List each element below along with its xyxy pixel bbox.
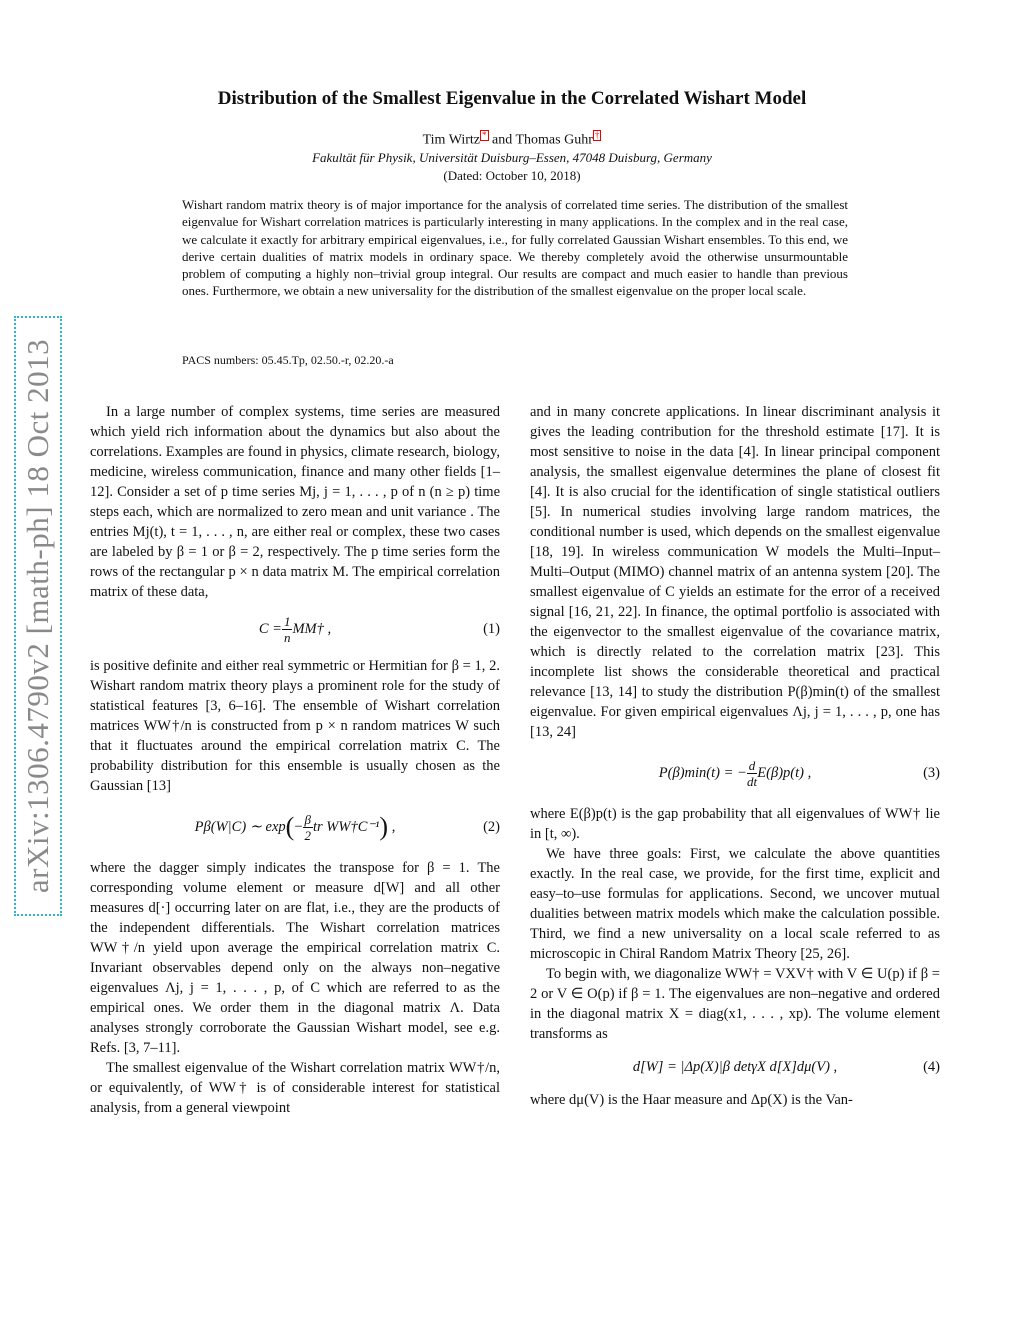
right-paragraph-2: where E(β)p(t) is the gap probability that all eigenvalues of WW† lie in [t, ∞).	[530, 806, 940, 842]
left-column	[90, 402, 500, 1118]
eq3-rhs: E(β)p(t) ,	[757, 765, 812, 781]
eq3-lhs: P(β)min(t) = −	[658, 765, 747, 781]
authors	[0, 130, 1024, 149]
left-paragraph-2: is positive definite and either real symmetric or Hermitian for β = 1, 2. Wishart random matrix theory plays a prominent role for the study of statistical features [3, 6–16]. The ensemble of Wishart correlation matrices WW†/n is constructed from p × n random matrices W such that it fluctuates around the empirical correlation matrix C. The probability distribution for this ensemble is usually chosen as the Gaussian [13]	[90, 658, 500, 794]
left-paragraph-1: In a large number of complex systems, time series are measured which yield rich information about the dynamics but also about the correlations. Examples are found in physics, climate research, biology, medicine, wireless communication, finance and many other fields [1–12]. Consider a set of p time series Mj, j = 1, . . . , p of n (n ≥ p) time steps each, which are normalized to zero mean and unit variance . The entries Mj(t), t = 1, . . . , n, are either real or complex, these two cases are labeled by β = 1 or β = 2, respectively. The p time series form the rows of the rectangular p × n data matrix M. The empirical correlation matrix of these data,	[90, 404, 500, 600]
date-line: (Dated: October 10, 2018)	[443, 168, 581, 183]
eq2-lhs: Pβ(W|C) ∼ exp	[194, 819, 286, 835]
affiliation: Fakultät für Physik, Universität Duisburg–Essen, 47048 Duisburg, Germany	[312, 150, 712, 165]
equation-1	[90, 606, 500, 652]
right-paragraph-1: and in many concrete applications. In linear discriminant analysis it gives the leading contribution for the threshold estimate [17]. It is most sensitive to noise in the data [4]. In linear principal component analysis, the smallest eigenvalue determines the plane of closest fit [4]. It is also crucial for the identification of single statistical outliers [5]. In numerical studies involving large random matrices, the conditional number is used, which depends on the smallest eigenvalue [18, 19]. In wireless communication W models the Multi–Input–Multi–Output (MIMO) channel matrix of an antenna system [20]. The smallest eigenvalue of C yields an estimate for the error of a received signal [16, 21, 22]. In finance, the optimal portfolio is associated with the eigenvector to the smallest eigenvalue of the covariance matrix, which is directly related to the correlation matrix [23]. This incomplete list shows the considerable theoretical and practical relevance [13, 14] to study the distribution P(β)min(t) of the smallest eigenvalue. For given empirical eigenvalues Λj, j = 1, . . . , p, one has [13, 24]	[530, 404, 940, 740]
eq2-rhs: tr WW†C⁻¹	[313, 819, 380, 835]
arxiv-stamp	[14, 316, 62, 916]
equation-4	[530, 1048, 940, 1086]
eq2-number: (2)	[483, 819, 500, 835]
eq3-number: (3)	[923, 765, 940, 781]
eq1-lhs: C =	[258, 621, 282, 637]
right-column	[530, 402, 940, 1110]
eq2-fraction: $\frac{\beta}{2}$	[304, 811, 312, 843]
eq4-number: (4)	[923, 1059, 940, 1075]
eq1-number: (1)	[483, 621, 500, 637]
eq4-body: d[W] = |Δp(X)|β detγX d[X]dμ(V) ,	[632, 1059, 838, 1075]
abstract: Wishart random matrix theory is of major importance for the analysis of correlated time series. The distribution of the smallest eigenvalue for Wishart correlation matrices is particularly interesting in many applications. In the complex and in the real case, we calculate it exactly for arbitrary empirical eigenvalues, i.e., for fully correlated Gaussian Wishart ensembles. To this end, we derive certain dualities of matrix models in ordinary space. We thereby completely avoid the otherwise unsurmountable problem of computing a highly non–trivial group integral. Our results are compact and much easier to handle than previous ones. Furthermore, we obtain a new universality for the distribution of the smallest eigenvalue on the proper local scale.	[182, 197, 848, 299]
left-paragraph-3: where the dagger simply indicates the transpose for β = 1. The corresponding volume element or measure d[W] and all other measures d[·] occurring later on are flat, i.e., they are the products of the independent differentials. The Wishart correlation matrices WW†/n yield upon average the empirical correlation matrix C. Invariant observables depend only on the always non–negative eigenvalues Λj, j = 1, . . . , p, of C which are referred to as the empirical ones. We order them in the diagonal matrix Λ. Data analyses strongly corroborate the Gaussian Wishart model, see e.g. Refs. [3, 7–11].	[90, 860, 500, 1056]
author-1: Tim Wirtz	[422, 132, 481, 148]
equation-2: Pβ(W|C) ∼ exp ( − $\frac{\beta}{2}$ tr WW†C⁻¹ ) , (2)	[194, 811, 500, 843]
left-paragraph-4: The smallest eigenvalue of the Wishart correlation matrix WW†/n, or equivalently, of WW† is of considerable interest for statistical analysis, from a general viewpoint	[90, 1060, 500, 1116]
arxiv-id: arXiv:1306.4790v2 [math-ph] 18 Oct 2013	[20, 338, 56, 894]
footnote-link-2[interactable]: †	[594, 130, 600, 140]
authors-and: and	[488, 132, 516, 148]
equation-3	[530, 746, 940, 800]
right-paragraph-4: To begin with, we diagonalize WW† = VXV† with V ∈ U(p) if β = 2 or V ∈ O(p) if β = 1. The eigenvalues are non–negative and ordered in the diagonal matrix X = diag(x1, . . . , xp). The volume element transforms as	[530, 966, 940, 1042]
author-2: Thomas Guhr	[515, 132, 593, 148]
pacs-numbers: PACS numbers: 05.45.Tp, 02.50.-r, 02.20.-a	[182, 353, 394, 367]
eq3-fraction: $\frac{d}{dt}$	[746, 757, 758, 789]
eq1-rhs: MM† ,	[292, 621, 332, 637]
right-paragraph-5: where dμ(V) is the Haar measure and Δp(X) is the Van-	[530, 1092, 853, 1108]
paper-title: Distribution of the Smallest Eigenvalue in the Correlated Wishart Model	[217, 88, 807, 109]
eq1-fraction: $\frac{1}{n}$	[283, 613, 291, 645]
footnote-link-1[interactable]: *	[482, 130, 487, 140]
right-paragraph-3: We have three goals: First, we calculate the above quantities exactly. In the real case, we provide, for the first time, explicit and easy–to–use formulas for applications. Second, we uncover mutual dualities between matrix models which make the calculation possible. Third, we find a new universality on a local scale referred to as microscopic in Chiral Random Matrix Theory [25, 26].	[530, 846, 940, 962]
